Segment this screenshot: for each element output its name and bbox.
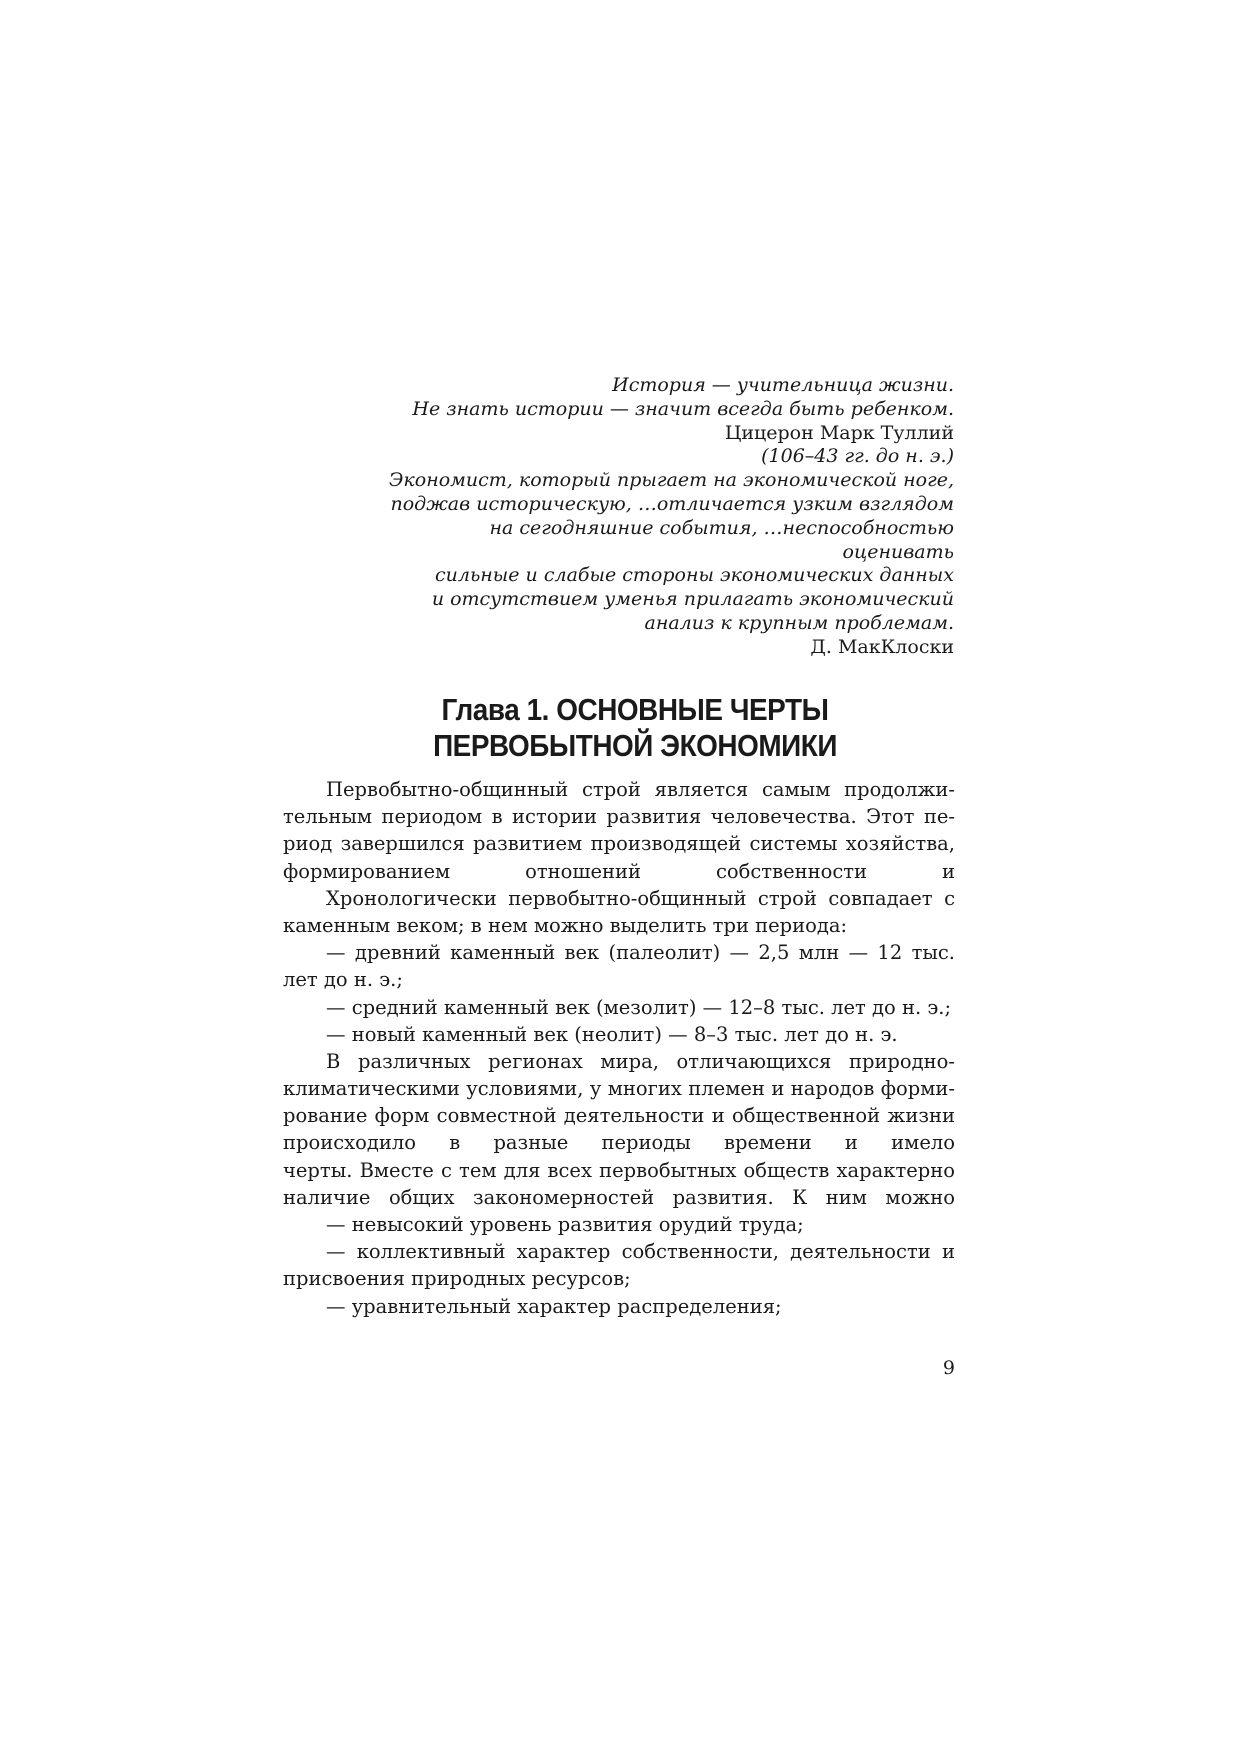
epigraph-quote-line: и отсутствием уменья прилагать экономический: [431, 588, 954, 611]
list-item-line: — новый каменный век (неолит) — 8–3 тыс. лет до н. э.: [326, 1022, 898, 1046]
epigraph-quote-line: поджав историческую, …отличается узким взглядом: [390, 492, 954, 515]
epigraph-author: Цицерон Марк Туллий: [724, 421, 954, 444]
epigraph-quote-line: на сегодняшние события, …неспособностью оценивать: [489, 516, 954, 563]
list-item-line: присвоения природных ресурсов;: [283, 1267, 631, 1291]
paragraph-line: тельным периодом в истории развития человечества. Этот пе-: [283, 805, 955, 829]
epigraph-quote-line: Экономист, который прыгает на экономической ноге,: [388, 469, 954, 492]
list-item-line: — средний каменный век (мезолит) — 12–8 тыс. лет до н. э.;: [326, 995, 952, 1019]
list-item-line: — невысокий уровень развития орудий труда;: [326, 1213, 804, 1236]
paragraph-line: В различных регионах мира, отличающихся природно-: [326, 1049, 955, 1073]
epigraph-quote-line: сильные и слабые стороны экономических данных: [434, 564, 954, 587]
page-number: 9: [942, 1357, 955, 1379]
epigraph-quote-line: История — учительница жизни.: [612, 374, 954, 396]
chapter-title-line: ПЕРВОБЫТНОЙ ЭКОНОМИКИ: [433, 728, 837, 763]
paragraph-line: Хронологически первобытно-общинный строй совпадает с: [326, 886, 955, 910]
paragraph-line: Первобытно-общинный строй является самым продолжи-: [326, 778, 955, 801]
list-item-line: лет до н. э.;: [283, 968, 403, 992]
epigraph-quote-line: анализ к крупным проблемам.: [644, 611, 954, 634]
paragraph-line: климатическими условиями, у многих племен и народов форми-: [283, 1077, 955, 1101]
list-item-line: — древний каменный век (палеолит) — 2,5 млн — 12 тыс.: [326, 941, 955, 965]
epigraph-author: Д. МакКлоски: [810, 635, 954, 658]
paragraph-line: формированием отношений собственности и: [283, 859, 955, 883]
paragraph-line: каменным веком; в нем можно выделить три периода:: [283, 913, 848, 937]
chapter-title: [347, 692, 923, 764]
epigraph-quote-line: Не знать истории — значит всегда быть ребенком.: [412, 397, 954, 420]
paragraph-line: рование форм совместной деятельности и общественной жизни: [283, 1104, 955, 1128]
epigraph-author-years: (106–43 гг. до н. э.): [761, 445, 954, 468]
paragraph-line: риод завершился развитием производящей системы хозяйства,: [283, 832, 955, 856]
list-item-line: — коллективный характер собственности, деятельности и: [326, 1240, 955, 1264]
chapter-title-line: Глава 1. ОСНОВНЫЕ ЧЕРТЫ: [441, 692, 829, 727]
paragraph-line: происходило в разные периоды времени и имело: [283, 1131, 955, 1155]
paragraph-line: наличие общих закономерностей развития. К ним можно: [283, 1185, 955, 1209]
body-text: [283, 776, 955, 1320]
list-item-line: — уравнительный характер распределения;: [326, 1294, 782, 1318]
epigraph: [380, 374, 954, 660]
paragraph-line: черты. Вместе с тем для всех первобытных обществ характерно: [283, 1158, 955, 1182]
